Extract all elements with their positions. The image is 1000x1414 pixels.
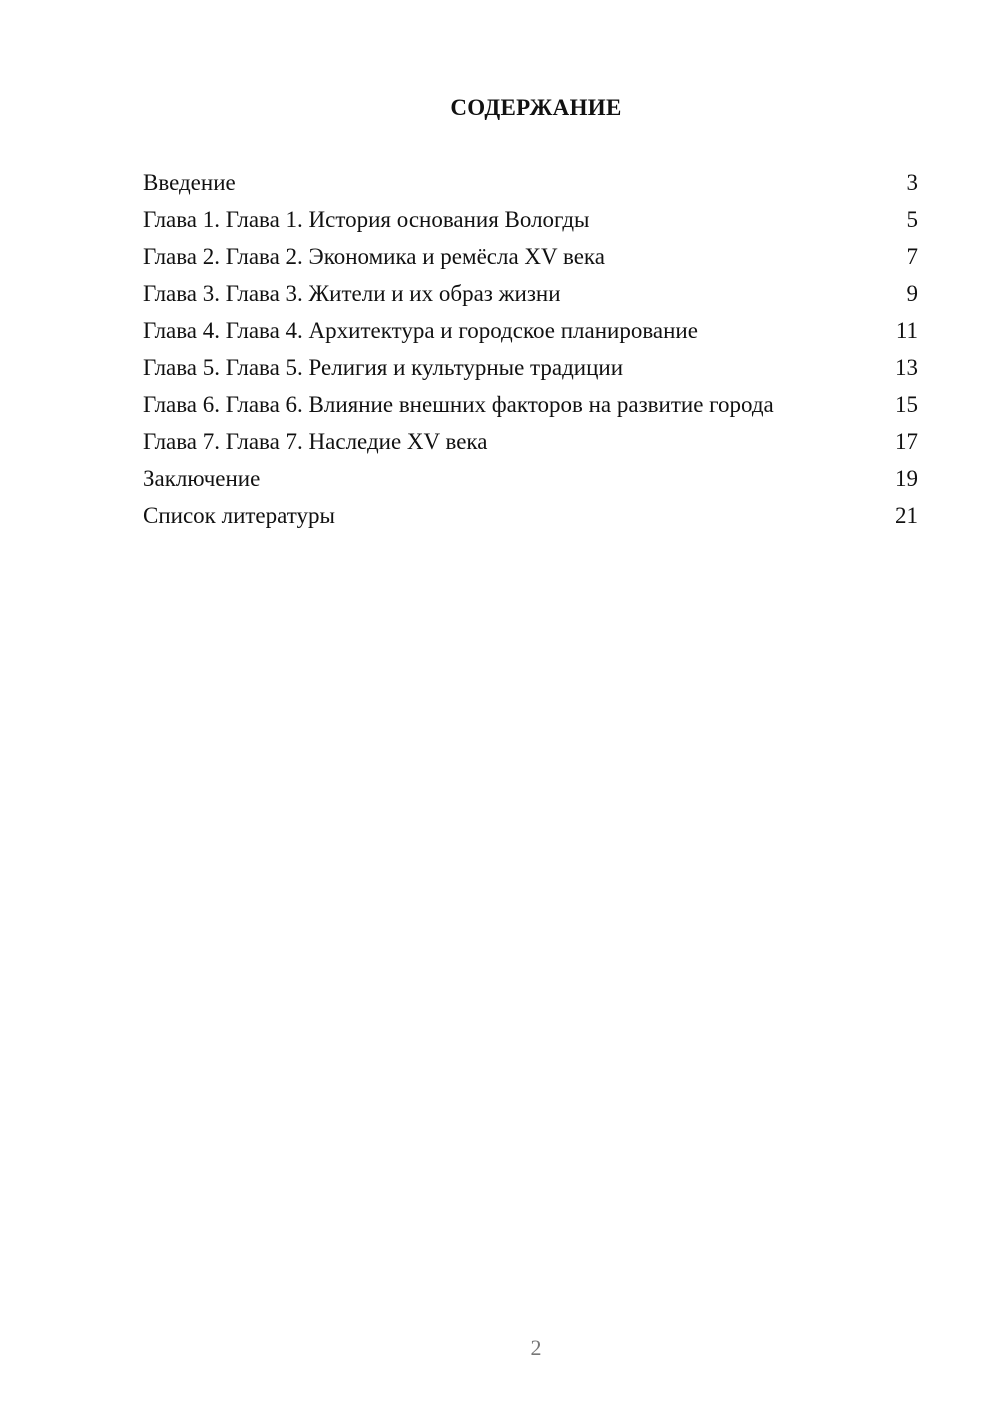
toc-entry-label: Глава 3. Глава 3. Жители и их образ жизни [143, 281, 561, 306]
toc-entry-page: 15 [895, 392, 918, 417]
toc-entry-label: Глава 1. Глава 1. История основания Вологды [143, 207, 590, 232]
toc-entry-page: 17 [895, 429, 918, 454]
toc-entry-label: Глава 5. Глава 5. Религия и культурные традиции [143, 355, 624, 380]
toc-entry-page: 3 [906, 170, 918, 195]
toc-entry-page: 9 [906, 281, 918, 306]
toc-entry-conclusion [143, 466, 918, 492]
toc-entry-page: 19 [895, 466, 918, 491]
toc-entry-chapter-2 [143, 244, 918, 270]
toc-entry-chapter-1 [143, 207, 918, 233]
toc-entry-chapter-5 [143, 355, 918, 381]
toc-entry-chapter-4 [143, 318, 918, 344]
toc-entry-page: 11 [895, 318, 918, 343]
toc-entry-chapter-3 [143, 281, 918, 307]
toc-entry-introduction [143, 170, 918, 196]
table-of-contents [143, 170, 918, 540]
toc-entry-page: 7 [906, 244, 918, 269]
page-title: СОДЕРЖАНИЕ [450, 95, 622, 120]
toc-entry-page: 13 [895, 355, 918, 380]
toc-entry-label: Заключение [143, 466, 261, 491]
toc-entry-page: 21 [895, 503, 918, 528]
toc-entry-label: Глава 6. Глава 6. Влияние внешних факторов на развитие города [143, 392, 774, 417]
toc-entry-page: 5 [906, 207, 918, 232]
toc-entry-label: Глава 2. Глава 2. Экономика и ремёсла XV века [143, 244, 605, 269]
toc-entry-label: Введение [143, 170, 236, 195]
toc-entry-chapter-6 [143, 392, 918, 418]
toc-entry-label: Список литературы [143, 503, 335, 528]
toc-entry-label: Глава 4. Глава 4. Архитектура и городское планирование [143, 318, 698, 343]
page-number: 2 [530, 1335, 542, 1360]
toc-entry-chapter-7 [143, 429, 918, 455]
toc-entry-references [143, 503, 918, 529]
toc-entry-label: Глава 7. Глава 7. Наследие XV века [143, 429, 488, 454]
